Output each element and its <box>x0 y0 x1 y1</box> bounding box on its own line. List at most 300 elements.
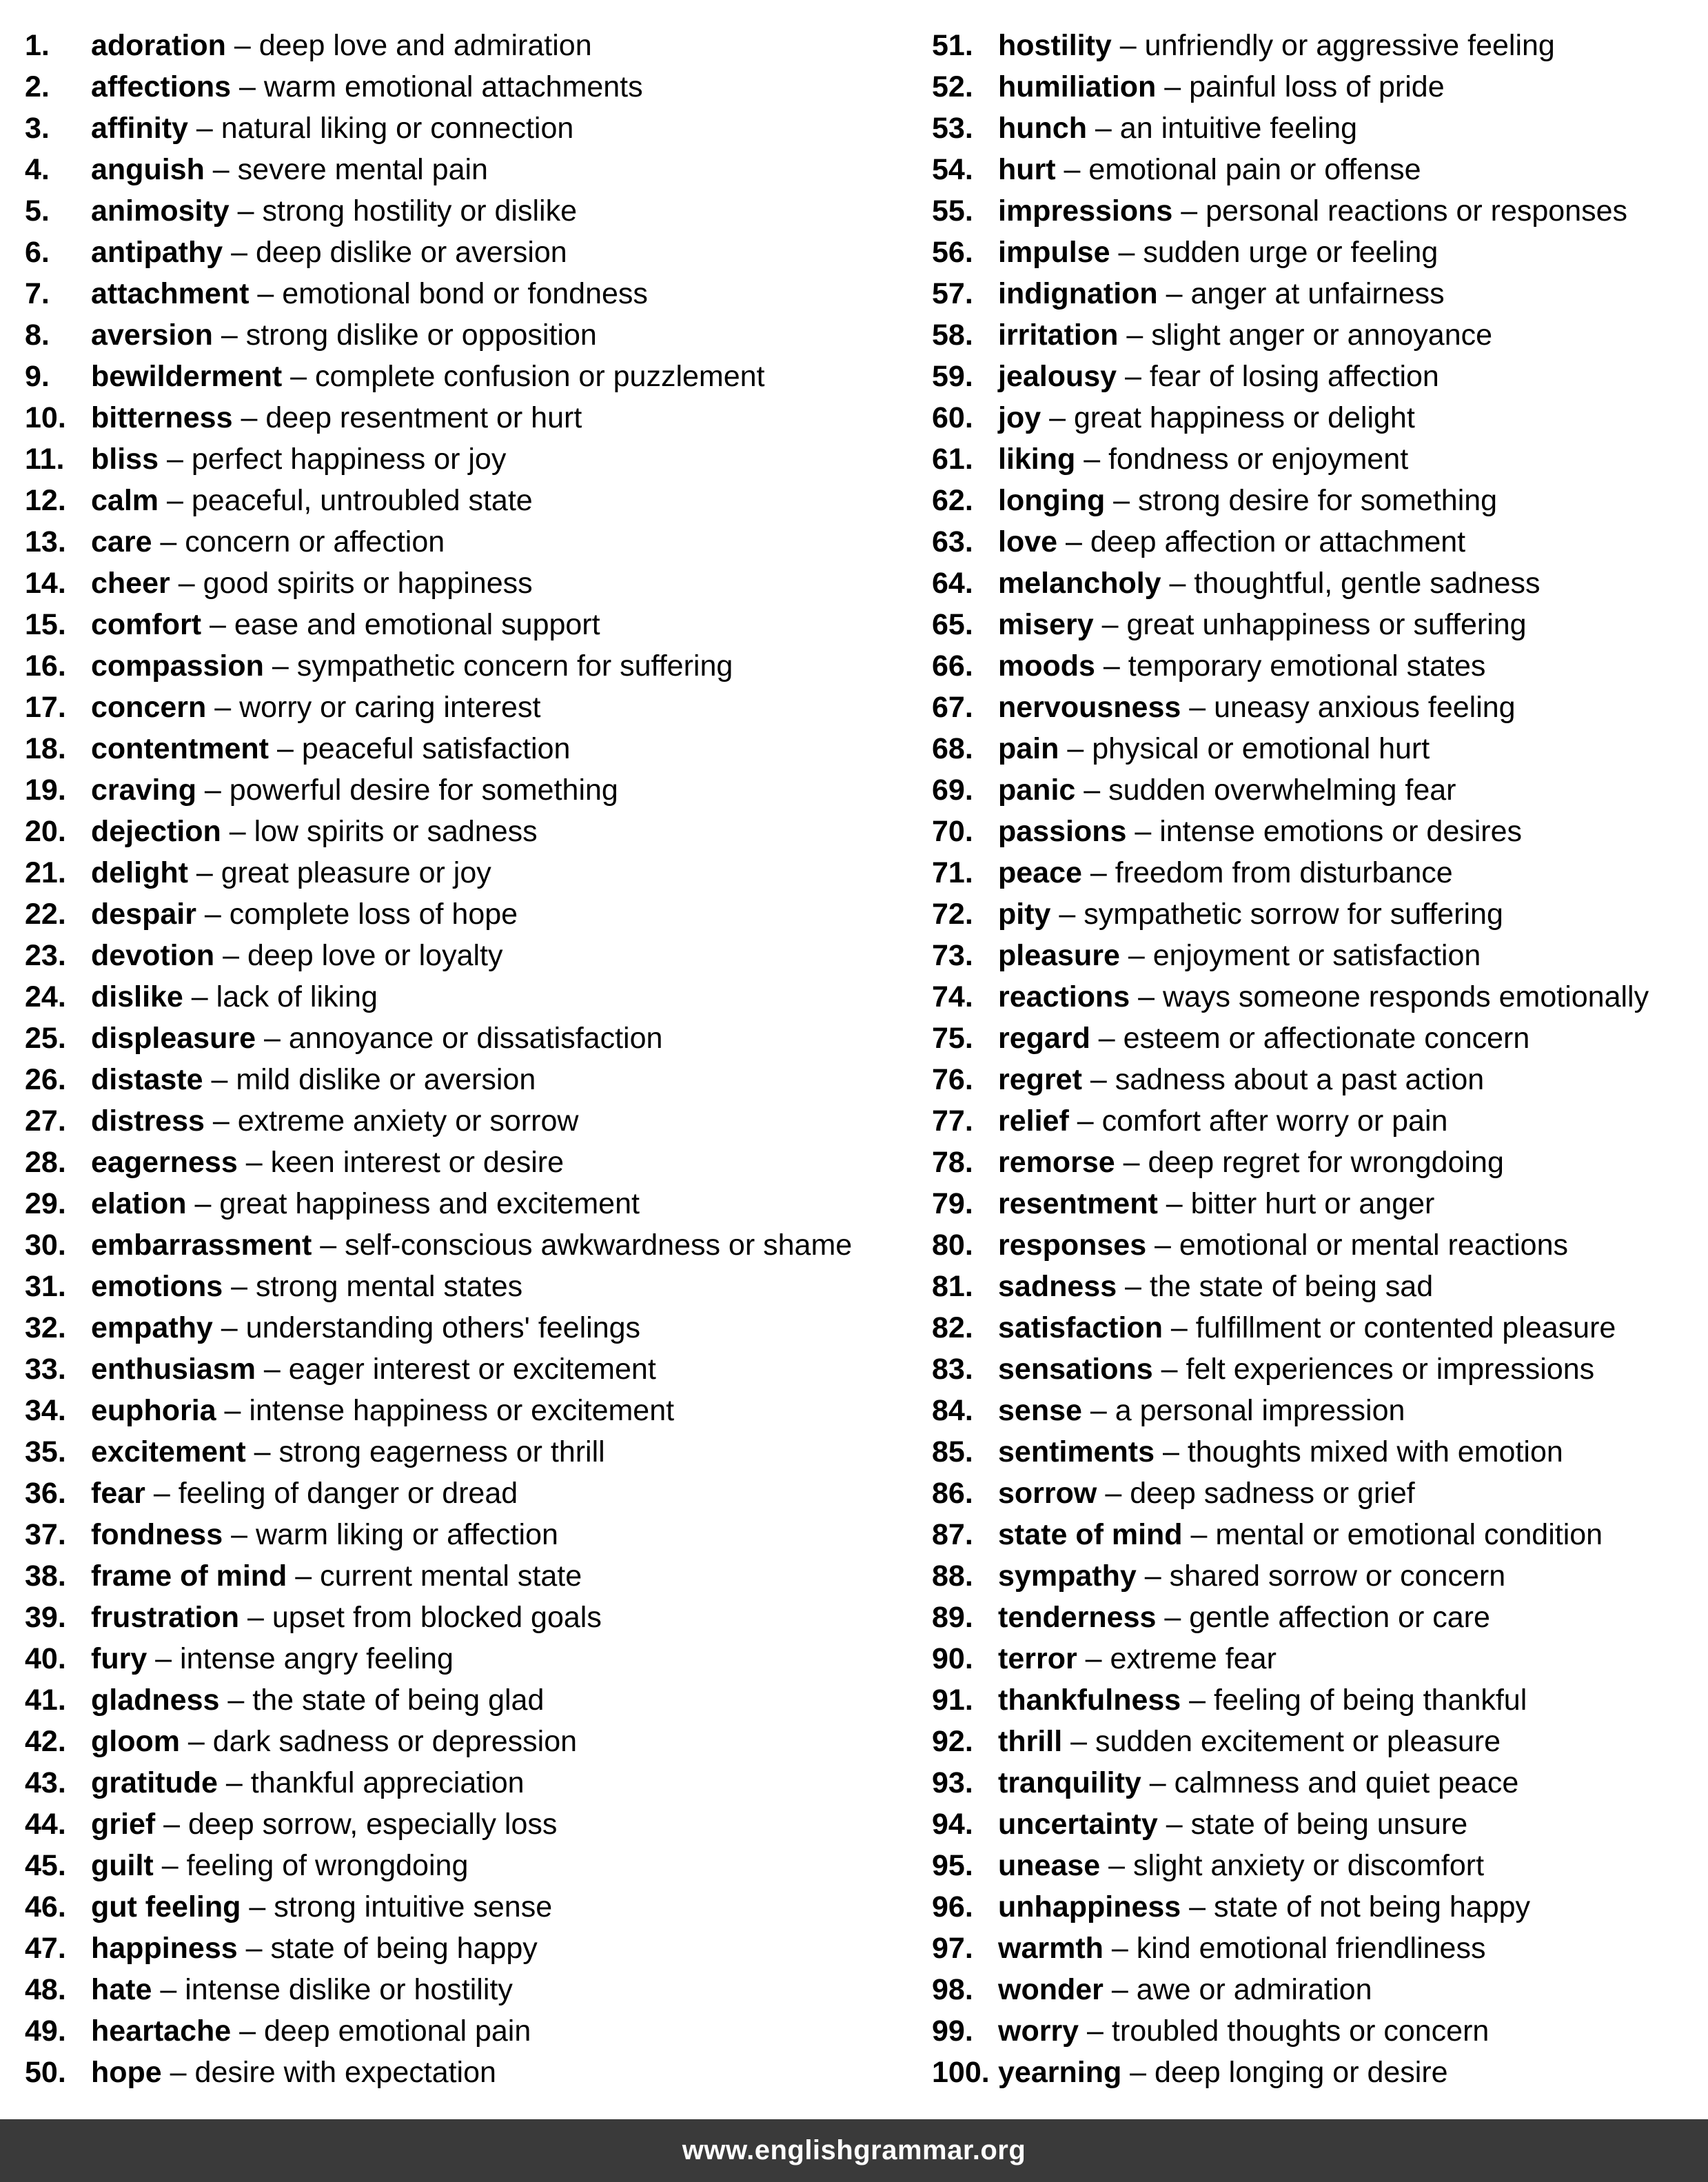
item-term: pleasure <box>998 939 1120 972</box>
item-separator: – <box>1156 1601 1190 1634</box>
item-number: 70. <box>932 815 973 848</box>
list-item <box>25 1886 921 1928</box>
item-text <box>998 1721 1501 1762</box>
item-separator: – <box>282 360 315 393</box>
item-separator: – <box>1115 1146 1148 1179</box>
item-separator: – <box>155 1808 188 1841</box>
item-term: heartache <box>91 2014 232 2048</box>
list-item <box>25 1224 921 1266</box>
item-definition: complete loss of hope <box>229 898 518 931</box>
item-number: 78. <box>932 1146 973 1179</box>
item-number: 5. <box>25 194 50 228</box>
item-separator: – <box>170 567 203 600</box>
item-text <box>91 1266 522 1307</box>
item-number: 29. <box>25 1187 66 1220</box>
item-term: eagerness <box>91 1146 238 1179</box>
item-definition: feeling of wrongdoing <box>186 1849 469 1882</box>
list-item <box>25 935 921 976</box>
item-number: 75. <box>932 1022 973 1055</box>
item-separator: – <box>187 856 221 889</box>
item-definition: sudden urge or feeling <box>1143 236 1438 269</box>
item-term: craving <box>91 774 196 807</box>
item-definition: strong eagerness or thrill <box>278 1435 605 1468</box>
item-number: 79. <box>932 1187 973 1220</box>
item-number: 60. <box>932 401 973 434</box>
item-separator: – <box>201 608 234 641</box>
item-definition: intense emotions or desires <box>1159 815 1523 848</box>
item-definition: powerful desire for something <box>229 774 618 807</box>
item-term: affinity <box>91 112 188 145</box>
item-term: tenderness <box>998 1601 1157 1634</box>
item-number: 19. <box>25 774 66 807</box>
item-term: contentment <box>91 732 269 765</box>
item-definition: sudden overwhelming fear <box>1108 774 1456 807</box>
item-term: pain <box>998 732 1059 765</box>
item-definition: thoughtful, gentle sadness <box>1194 567 1541 600</box>
item-text <box>91 1018 662 1059</box>
item-separator: – <box>1095 649 1128 683</box>
item-text <box>998 1969 1372 2010</box>
item-definition: deep sadness or grief <box>1130 1477 1415 1510</box>
list-item <box>932 273 1697 314</box>
item-text <box>91 852 491 893</box>
item-definition: deep emotional pain <box>263 2014 531 2048</box>
list-item <box>25 232 921 273</box>
item-text <box>91 1100 578 1142</box>
list-item <box>25 1638 921 1679</box>
item-text <box>998 314 1492 356</box>
item-definition: strong mental states <box>255 1270 523 1303</box>
item-separator: – <box>225 29 259 62</box>
item-text <box>91 1059 536 1100</box>
item-term: nervousness <box>998 691 1181 724</box>
item-definition: perfect happiness or joy <box>191 443 507 476</box>
item-number: 15. <box>25 608 66 641</box>
item-term: distress <box>91 1104 205 1138</box>
item-number: 22. <box>25 898 66 931</box>
item-separator: – <box>216 1394 250 1427</box>
list-item <box>932 563 1697 604</box>
item-definition: mild dislike or aversion <box>236 1063 536 1096</box>
item-term: excitement <box>91 1435 246 1468</box>
item-number: 50. <box>25 2056 66 2089</box>
item-term: euphoria <box>91 1394 216 1427</box>
item-number: 56. <box>932 236 973 269</box>
item-text <box>998 1307 1616 1348</box>
item-definition: extreme anxiety or sorrow <box>237 1104 579 1138</box>
item-definition: complete confusion or puzzlement <box>314 360 765 393</box>
item-text <box>998 1886 1530 1928</box>
item-term: bliss <box>91 443 159 476</box>
item-text <box>91 1431 605 1473</box>
item-separator: – <box>152 1973 185 2006</box>
item-term: regard <box>998 1022 1090 1055</box>
item-definition: extreme fear <box>1110 1642 1277 1675</box>
item-text <box>998 521 1465 563</box>
item-term: melancholy <box>998 567 1161 600</box>
list-item <box>25 852 921 893</box>
item-definition: strong hostility or dislike <box>262 194 578 228</box>
item-separator: – <box>241 1890 274 1923</box>
item-separator: – <box>1157 1808 1191 1841</box>
item-number: 58. <box>932 319 973 352</box>
item-separator: – <box>1130 980 1163 1013</box>
item-term: hurt <box>998 153 1056 186</box>
list-item <box>25 1473 921 1514</box>
item-definition: deep resentment or hurt <box>265 401 582 434</box>
item-definition: state of not being happy <box>1214 1890 1531 1923</box>
item-number: 26. <box>25 1063 66 1096</box>
item-separator: – <box>1079 2014 1112 2048</box>
list-item <box>932 1473 1697 1514</box>
item-text <box>998 1555 1505 1597</box>
item-number: 20. <box>25 815 66 848</box>
item-definition: slight anxiety or discomfort <box>1133 1849 1485 1882</box>
item-text <box>91 232 567 273</box>
item-separator: – <box>1172 194 1206 228</box>
item-definition: self-conscious awkwardness or shame <box>345 1229 853 1262</box>
list-item <box>25 480 921 521</box>
item-number: 32. <box>25 1311 66 1344</box>
item-definition: enjoyment or satisfaction <box>1152 939 1481 972</box>
item-definition: deep regret for wrongdoing <box>1148 1146 1504 1179</box>
item-definition: great unhappiness or suffering <box>1126 608 1527 641</box>
item-separator: – <box>269 732 302 765</box>
item-separator: – <box>186 1187 220 1220</box>
list-item <box>932 1224 1697 1266</box>
list-item <box>25 521 921 563</box>
item-text <box>91 1597 602 1638</box>
item-term: animosity <box>91 194 230 228</box>
list-item <box>932 728 1697 769</box>
item-separator: – <box>1182 1518 1216 1551</box>
item-number: 43. <box>25 1766 66 1799</box>
item-text <box>91 893 518 935</box>
word-list <box>0 25 1708 2093</box>
item-term: gladness <box>91 1684 220 1717</box>
item-number: 65. <box>932 608 973 641</box>
item-definition: keen interest or desire <box>270 1146 565 1179</box>
list-item <box>25 1431 921 1473</box>
item-separator: – <box>1068 1104 1102 1138</box>
item-text <box>91 1390 674 1431</box>
list-item <box>932 1100 1697 1142</box>
item-number: 84. <box>932 1394 973 1427</box>
item-number: 36. <box>25 1477 66 1510</box>
item-term: devotion <box>91 939 215 972</box>
item-text <box>998 687 1516 728</box>
item-separator: – <box>1181 1890 1214 1923</box>
item-number: 39. <box>25 1601 66 1634</box>
item-definition: deep love or loyalty <box>247 939 503 972</box>
item-number: 31. <box>25 1270 66 1303</box>
item-term: tranquility <box>998 1766 1141 1799</box>
item-separator: – <box>204 153 238 186</box>
item-text <box>91 397 582 438</box>
list-item <box>25 1514 921 1555</box>
item-text <box>998 356 1439 397</box>
item-term: uncertainty <box>998 1808 1158 1841</box>
list-item <box>932 1679 1697 1721</box>
item-definition: personal reactions or responses <box>1206 194 1628 228</box>
item-text <box>998 2010 1489 2052</box>
list-item <box>25 190 921 232</box>
item-number: 63. <box>932 525 973 558</box>
item-text <box>998 769 1456 811</box>
item-term: embarrassment <box>91 1229 312 1262</box>
item-number: 73. <box>932 939 973 972</box>
item-definition: intense angry feeling <box>180 1642 454 1675</box>
item-definition: temporary emotional states <box>1128 649 1486 683</box>
item-definition: the state of being sad <box>1149 1270 1434 1303</box>
item-text <box>91 356 765 397</box>
item-separator: – <box>1075 774 1109 807</box>
item-text <box>998 1100 1447 1142</box>
item-term: longing <box>998 484 1106 517</box>
item-term: moods <box>998 649 1095 683</box>
item-separator: – <box>231 70 264 103</box>
item-separator: – <box>237 1932 271 1965</box>
item-separator: – <box>1157 1187 1191 1220</box>
item-text <box>91 1348 656 1390</box>
list-item <box>25 314 921 356</box>
item-separator: – <box>223 236 256 269</box>
item-separator: – <box>287 1559 321 1593</box>
list-item <box>932 149 1697 190</box>
item-text <box>91 1555 582 1597</box>
item-number: 48. <box>25 1973 66 2006</box>
list-item <box>932 976 1697 1018</box>
item-separator: – <box>245 1435 279 1468</box>
item-text <box>91 563 533 604</box>
item-text <box>998 66 1445 108</box>
item-term: resentment <box>998 1187 1158 1220</box>
item-term: unease <box>998 1849 1101 1882</box>
list-item <box>932 521 1697 563</box>
list-item <box>25 1597 921 1638</box>
item-text <box>998 25 1555 66</box>
list-item <box>25 976 921 1018</box>
item-definition: dark sadness or depression <box>212 1725 578 1758</box>
item-text <box>998 1018 1529 1059</box>
item-text <box>91 521 445 563</box>
item-number: 18. <box>25 732 66 765</box>
item-term: happiness <box>91 1932 238 1965</box>
item-term: misery <box>998 608 1094 641</box>
list-item <box>932 687 1697 728</box>
item-number: 9. <box>25 360 50 393</box>
item-definition: anger at unfairness <box>1190 277 1445 310</box>
list-item <box>932 438 1697 480</box>
item-definition: great happiness or delight <box>1073 401 1415 434</box>
item-term: love <box>998 525 1058 558</box>
list-item <box>932 769 1697 811</box>
list-item <box>25 1845 921 1886</box>
item-term: enthusiasm <box>91 1353 256 1386</box>
list-item <box>25 2052 921 2093</box>
item-definition: comfort after worry or pain <box>1101 1104 1448 1138</box>
list-item <box>932 1183 1697 1224</box>
item-text <box>998 852 1453 893</box>
item-number: 35. <box>25 1435 66 1468</box>
item-text <box>998 1266 1433 1307</box>
item-number: 16. <box>25 649 66 683</box>
list-item <box>25 1804 921 1845</box>
item-definition: deep sorrow, especially loss <box>188 1808 558 1841</box>
item-separator: – <box>239 1601 272 1634</box>
item-number: 59. <box>932 360 973 393</box>
item-definition: lack of liking <box>216 980 378 1013</box>
list-item <box>25 149 921 190</box>
item-text <box>998 811 1522 852</box>
item-term: care <box>91 525 152 558</box>
item-term: hunch <box>998 112 1087 145</box>
item-number: 90. <box>932 1642 973 1675</box>
item-separator: – <box>204 1104 238 1138</box>
list-item <box>25 1928 921 1969</box>
item-term: affections <box>91 70 232 103</box>
item-number: 68. <box>932 732 973 765</box>
item-definition: mental or emotional condition <box>1215 1518 1603 1551</box>
item-separator: – <box>1081 1394 1115 1427</box>
item-number: 76. <box>932 1063 973 1096</box>
item-number: 13. <box>25 525 66 558</box>
item-separator: – <box>237 1146 271 1179</box>
item-number: 88. <box>932 1559 973 1593</box>
item-number: 28. <box>25 1146 66 1179</box>
item-definition: eager interest or excitement <box>288 1353 656 1386</box>
item-text <box>998 563 1540 604</box>
item-term: sadness <box>998 1270 1117 1303</box>
item-text <box>998 1514 1603 1555</box>
item-text <box>998 149 1421 190</box>
list-item <box>25 66 921 108</box>
item-text <box>91 1514 558 1555</box>
footer-bar <box>0 2119 1708 2182</box>
item-definition: understanding others' feelings <box>245 1311 641 1344</box>
item-separator: – <box>183 980 216 1013</box>
item-definition: thoughts mixed with emotion <box>1187 1435 1563 1468</box>
item-definition: sadness about a past action <box>1115 1063 1485 1096</box>
item-text <box>998 604 1527 645</box>
item-separator: – <box>1105 484 1139 517</box>
item-number: 27. <box>25 1104 66 1138</box>
item-term: elation <box>91 1187 187 1220</box>
list-item <box>932 1142 1697 1183</box>
item-term: peace <box>998 856 1082 889</box>
list-item <box>932 1721 1697 1762</box>
list-item <box>932 893 1697 935</box>
list-item <box>932 1555 1697 1597</box>
item-separator: – <box>1077 1642 1110 1675</box>
item-term: bitterness <box>91 401 233 434</box>
item-number: 93. <box>932 1766 973 1799</box>
item-number: 8. <box>25 319 50 352</box>
item-term: frustration <box>91 1601 239 1634</box>
item-term: sympathy <box>998 1559 1137 1593</box>
item-term: aversion <box>91 319 213 352</box>
item-term: guilt <box>91 1849 154 1882</box>
item-text <box>91 438 506 480</box>
item-term: regret <box>998 1063 1082 1096</box>
item-separator: – <box>1097 1477 1130 1510</box>
list-item <box>932 935 1697 976</box>
item-definition: state of being unsure <box>1190 1808 1468 1841</box>
item-text <box>998 1928 1485 1969</box>
item-term: comfort <box>91 608 202 641</box>
item-separator: – <box>229 194 263 228</box>
item-definition: upset from blocked goals <box>272 1601 602 1634</box>
item-number: 86. <box>932 1477 973 1510</box>
list-item <box>25 563 921 604</box>
item-term: humiliation <box>998 70 1157 103</box>
item-number: 3. <box>25 112 50 145</box>
list-item <box>932 480 1697 521</box>
list-item <box>25 1018 921 1059</box>
item-text <box>998 273 1445 314</box>
item-separator: – <box>1181 1684 1214 1717</box>
item-term: indignation <box>998 277 1158 310</box>
list-item <box>932 1431 1697 1473</box>
item-separator: – <box>1136 1559 1170 1593</box>
item-text <box>91 604 600 645</box>
item-text <box>998 108 1357 149</box>
list-item <box>932 645 1697 687</box>
item-definition: current mental state <box>320 1559 582 1593</box>
item-number: 85. <box>932 1435 973 1468</box>
item-text <box>998 1762 1518 1804</box>
list-item <box>25 1762 921 1804</box>
item-text <box>91 1886 552 1928</box>
list-item <box>932 1059 1697 1100</box>
item-term: hostility <box>998 29 1112 62</box>
word-list-right-column <box>932 25 1697 2093</box>
item-definition: good spirits or happiness <box>203 567 533 600</box>
list-item <box>932 852 1697 893</box>
item-definition: kind emotional friendliness <box>1136 1932 1486 1965</box>
item-separator: – <box>214 939 247 972</box>
list-item <box>932 397 1697 438</box>
list-item <box>932 232 1697 273</box>
item-separator: – <box>179 1725 213 1758</box>
item-separator: – <box>1055 153 1089 186</box>
list-item <box>932 1969 1697 2010</box>
item-definition: emotional bond or fondness <box>282 277 648 310</box>
item-number: 41. <box>25 1684 66 1717</box>
item-text <box>998 2052 1448 2093</box>
list-item <box>25 893 921 935</box>
item-term: panic <box>998 774 1076 807</box>
item-separator: – <box>1156 70 1190 103</box>
item-text <box>91 1845 468 1886</box>
item-definition: severe mental pain <box>237 153 488 186</box>
item-text <box>998 480 1497 521</box>
item-number: 6. <box>25 236 50 269</box>
item-number: 57. <box>932 277 973 310</box>
item-text <box>91 1473 518 1514</box>
item-text <box>998 1142 1504 1183</box>
word-list-left-column <box>25 25 921 2093</box>
list-item <box>932 1762 1697 1804</box>
item-term: grief <box>91 1808 156 1841</box>
item-definition: fulfillment or contented pleasure <box>1195 1311 1616 1344</box>
item-text <box>998 1224 1568 1266</box>
item-term: displeasure <box>91 1022 256 1055</box>
list-item <box>932 356 1697 397</box>
item-term: impressions <box>998 194 1173 228</box>
list-item <box>932 1597 1697 1638</box>
item-definition: awe or admiration <box>1136 1973 1372 2006</box>
